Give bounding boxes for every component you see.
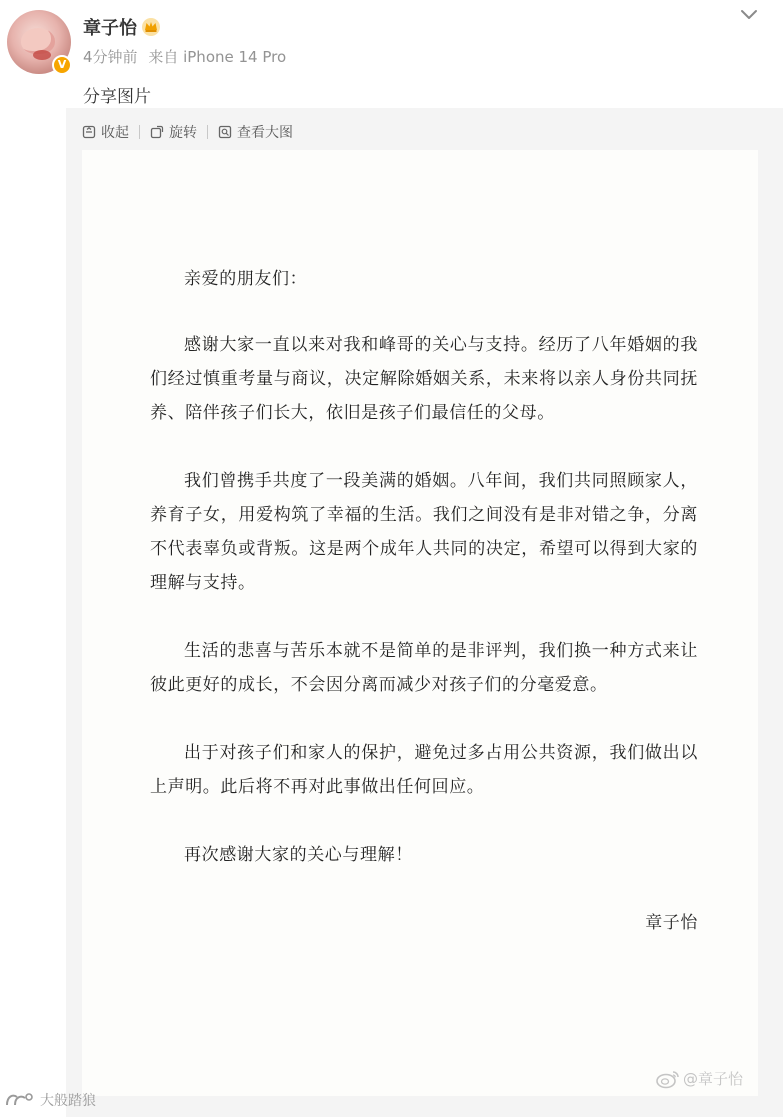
post-text: 分享图片: [83, 87, 151, 107]
letter-greeting: 亲爱的朋友们：: [184, 269, 308, 289]
media-toolbar: [82, 120, 293, 144]
letter-paragraph: 出于对孩子们和家人的保护，避免过多占用公共资源，我们做出以上声明。此后将不再对此事做出任何回应。: [150, 743, 698, 797]
collapse-button[interactable]: [82, 122, 129, 142]
rotate-label: 旋转: [169, 125, 197, 141]
view-large-icon: [218, 125, 232, 139]
letter-paragraph: 感谢大家一直以来对我和峰哥的关心与支持。经历了八年婚姻的我们经过慎重考量与商议，决定解除婚姻关系，未来将以亲人身份共同抚养、陪伴孩子们长大，依旧是孩子们最信任的父母。: [150, 335, 698, 423]
post-header: [0, 0, 783, 108]
username-row: [83, 14, 161, 40]
post-meta: [83, 46, 286, 67]
toolbar-divider: [207, 125, 208, 139]
site-watermark-text: 大般踏狼: [40, 1093, 96, 1109]
collapse-icon: [82, 125, 96, 139]
post-time[interactable]: 4分钟前: [83, 48, 138, 66]
rotate-icon: [150, 125, 164, 139]
letter-body: [150, 262, 698, 974]
letter-paragraph: 再次感谢大家的关心与理解！: [184, 845, 413, 865]
post-source: 来自 iPhone 14 Pro: [148, 48, 287, 66]
chevron-down-icon[interactable]: [738, 6, 760, 24]
site-watermark: [4, 1090, 96, 1110]
collapse-label: 收起: [101, 125, 129, 141]
letter-paragraph: 生活的悲喜与苦乐本就不是简单的是非评判，我们换一种方式来让彼此更好的成长，不会因分离而减少对孩子们的分毫爱意。: [150, 641, 698, 695]
weibo-logo-icon: [655, 1069, 681, 1089]
view-large-label: 查看大图: [237, 125, 293, 141]
letter-image[interactable]: [82, 150, 758, 1096]
rotate-button[interactable]: [150, 122, 197, 142]
view-large-button[interactable]: [218, 122, 293, 142]
username[interactable]: 章子怡: [83, 18, 137, 39]
verified-badge-icon: V: [52, 55, 72, 75]
toolbar-divider: [139, 125, 140, 139]
avatar-detail: [33, 50, 51, 60]
site-logo-icon: [4, 1091, 36, 1109]
crown-icon: [141, 17, 161, 37]
letter-paragraph: 我们曾携手共度了一段美满的婚姻。八年间，我们共同照顾家人，养育子女，用爱构筑了幸福的生活。我们之间没有是非对错之争，分离不代表辜负或背叛。这是两个成年人共同的决定，希望可以得到大家的理解与支持。: [150, 471, 698, 593]
weibo-watermark-text: @章子怡: [683, 1070, 744, 1088]
letter-signature: 章子怡: [645, 913, 698, 933]
weibo-watermark: [655, 1068, 743, 1089]
